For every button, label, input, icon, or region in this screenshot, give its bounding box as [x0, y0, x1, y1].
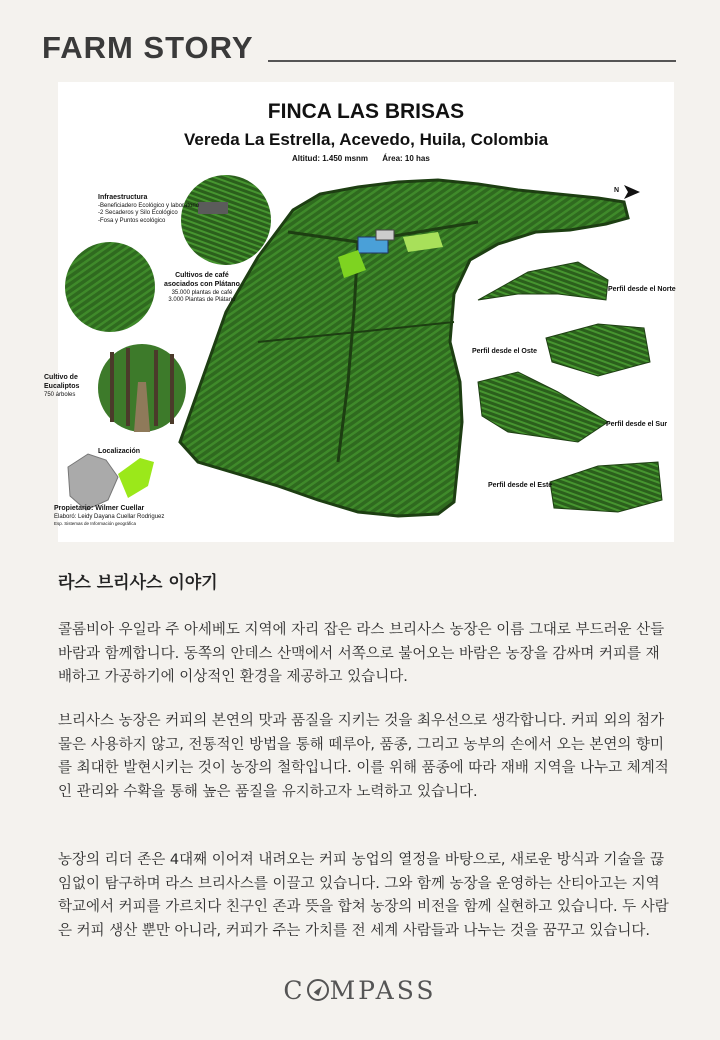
colombia-map-shape — [68, 454, 118, 510]
cultivos-title-1: Cultivos de café — [175, 272, 229, 279]
story-paragraph-3: 농장의 리더 존은 4대째 이어져 내려오는 커피 농업의 열정을 바탕으로, 새로운 방식과 기술을 끊임없이 탐구하며 라스 브리사스를 이끌고 있습니다. 그와 함께 농장을 운영하는 산티아고는 지역 학교에서 커피를 가르치다 친구인 존과 뜻을 합쳐 농장의 비전을 함께 실현하고 있습니다. 두 사람은 커피 생산 뿐만 아니라, 커피가 주는 가치를 전 세계 사람들과 나누는 것을 꿈꾸고 있습니다. — [58, 852, 669, 939]
profile-south-label: Perfil desde el Sur — [606, 421, 668, 428]
compass-icon — [307, 979, 329, 1001]
infra-caption — [98, 194, 199, 225]
north-label: N — [614, 187, 620, 194]
cultivos-circle-image — [65, 242, 155, 332]
profile-west-label: Perfil desde el Oste — [472, 348, 537, 355]
compass-logo — [0, 976, 720, 1005]
huila-map-shape — [118, 458, 154, 498]
profile-east-shape — [550, 462, 662, 512]
map-meta — [292, 154, 442, 163]
farm-story-heading: FARM STORY — [42, 30, 254, 65]
profile-south-shape — [478, 372, 608, 442]
owner-caption — [54, 505, 164, 529]
made-by-role: Esp. Sistemas de Información geográfica — [54, 521, 137, 527]
altitude-text: Altitud: 1.450 msnm — [292, 154, 369, 163]
header-divider — [268, 60, 676, 62]
cultivos-title-2: asociados con Plátano — [164, 280, 240, 288]
cultivos-caption — [164, 272, 240, 305]
profile-north-shape — [478, 262, 608, 300]
eucaliptos-title-2: Eucaliptos — [44, 382, 80, 390]
infra-item: -Fosa y Puntos ecológico — [98, 217, 166, 224]
story-paragraph-2: 브리사스 농장은 커피의 본연의 맛과 품질을 지키는 것을 최우선으로 생각합니다. 커피 외의 첨가물은 사용하지 않고, 전통적인 방법을 통해 떼루아, 품종, 그리고 농부의 손에서 오는 본연의 향미를 최대한 발현시키는 것이 농장의 철학입니다. 이를 위해 품종에 따라 재배 지역을 나누고 체계적인 관리와 수확을 통해 높은 품질을 유지하고자 노력하고 있습니다. — [58, 713, 669, 800]
map-subtitle: Vereda La Estrella, Acevedo, Huila, Colombia — [183, 130, 549, 149]
map-title: FINCA LAS BRISAS — [267, 100, 465, 123]
logo-text-start: C — [283, 976, 306, 1005]
farm-map-figure — [44, 82, 676, 542]
story-title: 라스 브리사스 이야기 — [58, 573, 218, 593]
made-by-text: Elaboró: Leidy Dayana Cuellar Rodriguez — [54, 513, 165, 520]
profile-north-label: Perfil desde el Norte — [608, 286, 676, 293]
profile-east-label: Perfil desde el Este — [488, 482, 553, 489]
profile-west-shape — [546, 324, 650, 376]
eucaliptos-title-1: Cultivo de — [44, 374, 78, 381]
story-paragraph-1: 콜롬비아 우일라 주 아세베도 지역에 자리 잡은 라스 브리사스 농장은 이름 그대로 부드러운 산들바람과 함께합니다. 동쪽의 안데스 산맥에서 서쪽으로 불어오는 바람은 농장을 감싸며 커피를 재배하고 가공하기에 이상적인 환경을 제공하고 있습니다. — [58, 622, 665, 685]
localizacion-label: Localización — [98, 448, 141, 455]
owner-text: Propietario: Wilmer Cuellar — [54, 505, 145, 512]
area-text: Área: 10 has — [382, 154, 430, 163]
infra-title: Infraestructura — [98, 194, 148, 201]
logo-text-end: MPASS — [329, 976, 437, 1005]
farm-map-graphic — [58, 82, 674, 542]
cultivos-line-2: 3.000 Plantas de Plátano — [168, 297, 236, 303]
infra-item: -Beneficiadero Ecológico y laboratorio — [98, 202, 200, 209]
infra-item: -2 Secaderos y Silo Ecológico — [98, 210, 178, 217]
cultivos-line-1: 35.000 plantas de café — [171, 289, 233, 296]
eucaliptos-caption — [44, 374, 79, 399]
eucaliptos-line-1: 750 árboles — [44, 391, 76, 398]
